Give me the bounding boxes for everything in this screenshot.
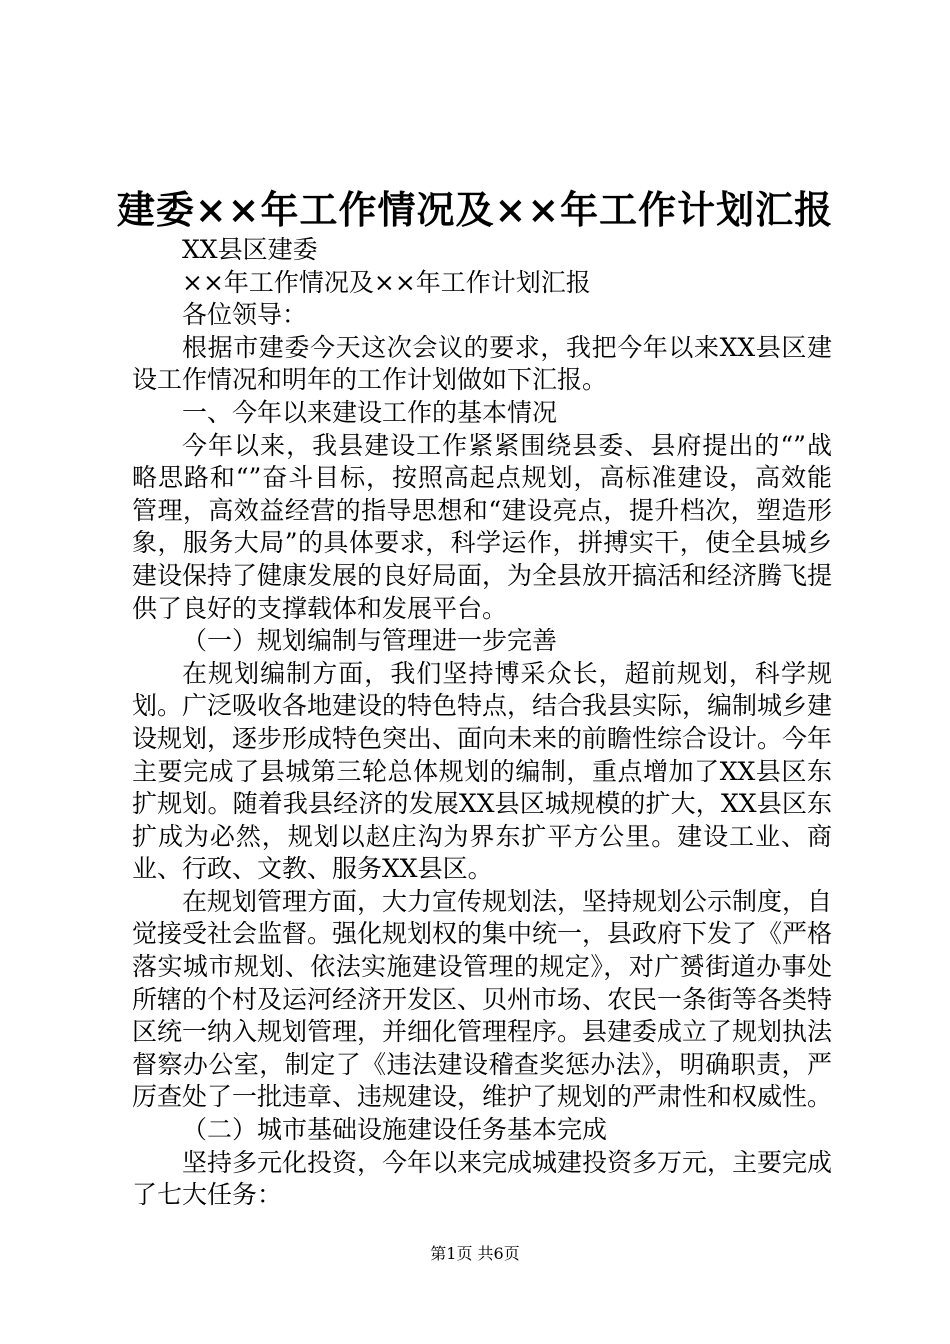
document-title: 建委××年工作情况及××年工作计划汇报: [116, 187, 834, 232]
salutation-line: 各位领导：: [182, 300, 308, 330]
intro-paragraph: 根据市建委今天这次会议的要求，我把今年以来XX县区建设工作情况和明年的工作计划做如下汇报。: [132, 332, 832, 395]
planning-compilation-paragraph: 在规划编制方面，我们坚持博采众长，超前规划，科学规划。广泛吸收各地建设的特色特点，结合我县实际，编制城乡建设规划，逐步形成特色突出、面向未来的前瞻性综合设计。今年主要完成了县城第三轮总体规划的编制，重点增加了XX县区东扩规划。随着我县经济的发展XX县区城规模的扩大，XX县区东扩成为必然，规划以赵庄沟为界东扩平方公里。建设工业、商业、行政、文教、服务XX县区。: [132, 658, 833, 884]
section-heading-1: 一、今年以来建设工作的基本情况: [182, 397, 558, 427]
document-body: [132, 234, 832, 1212]
planning-management-paragraph: 在规划管理方面，大力宣传规划法，坚持规划公示制度，自觉接受社会监督。强化规划权的集中统一，县政府下发了《严格落实城市规划、依法实施建设管理的规定》，对广赟街道办事处所辖的个村及运河经济开发区、贝州市场、农民一条街等各类特区统一纳入规划管理，并细化管理程序。县建委成立了规划执法督察办公室，制定了《违法建设稽查奖惩办法》，明确职责，严厉查处了一批违章、违规建设，维护了规划的严肃性和权威性。: [132, 886, 833, 1112]
subsection-heading-2: （二）城市基础设施建设任务基本完成: [182, 1115, 608, 1145]
overview-paragraph: 今年以来，我县建设工作紧紧围绕县委、县府提出的“”战略思路和“”奋斗目标，按照高起点规划，高标准建设，高效能管理，高效益经营的指导思想和“建设亮点，提升档次，塑造形象，服务大局”的具体要求，科学运作，拼搏实干，使全县城乡建设保持了健康发展的良好局面，为全县放开搞活和经济腾飞提供了良好的支撑载体和发展平台。: [132, 430, 833, 623]
investment-paragraph: 坚持多元化投资，今年以来完成城建投资多万元，主要完成了七大任务：: [132, 1147, 833, 1210]
report-subtitle-line: ××年工作情况及××年工作计划汇报: [182, 267, 591, 297]
page-number-footer: 第1页 共6页: [430, 1244, 520, 1263]
org-name-line: XX县区建委: [182, 235, 318, 264]
subsection-heading-1: （一）规划编制与管理进一步完善: [182, 626, 558, 656]
